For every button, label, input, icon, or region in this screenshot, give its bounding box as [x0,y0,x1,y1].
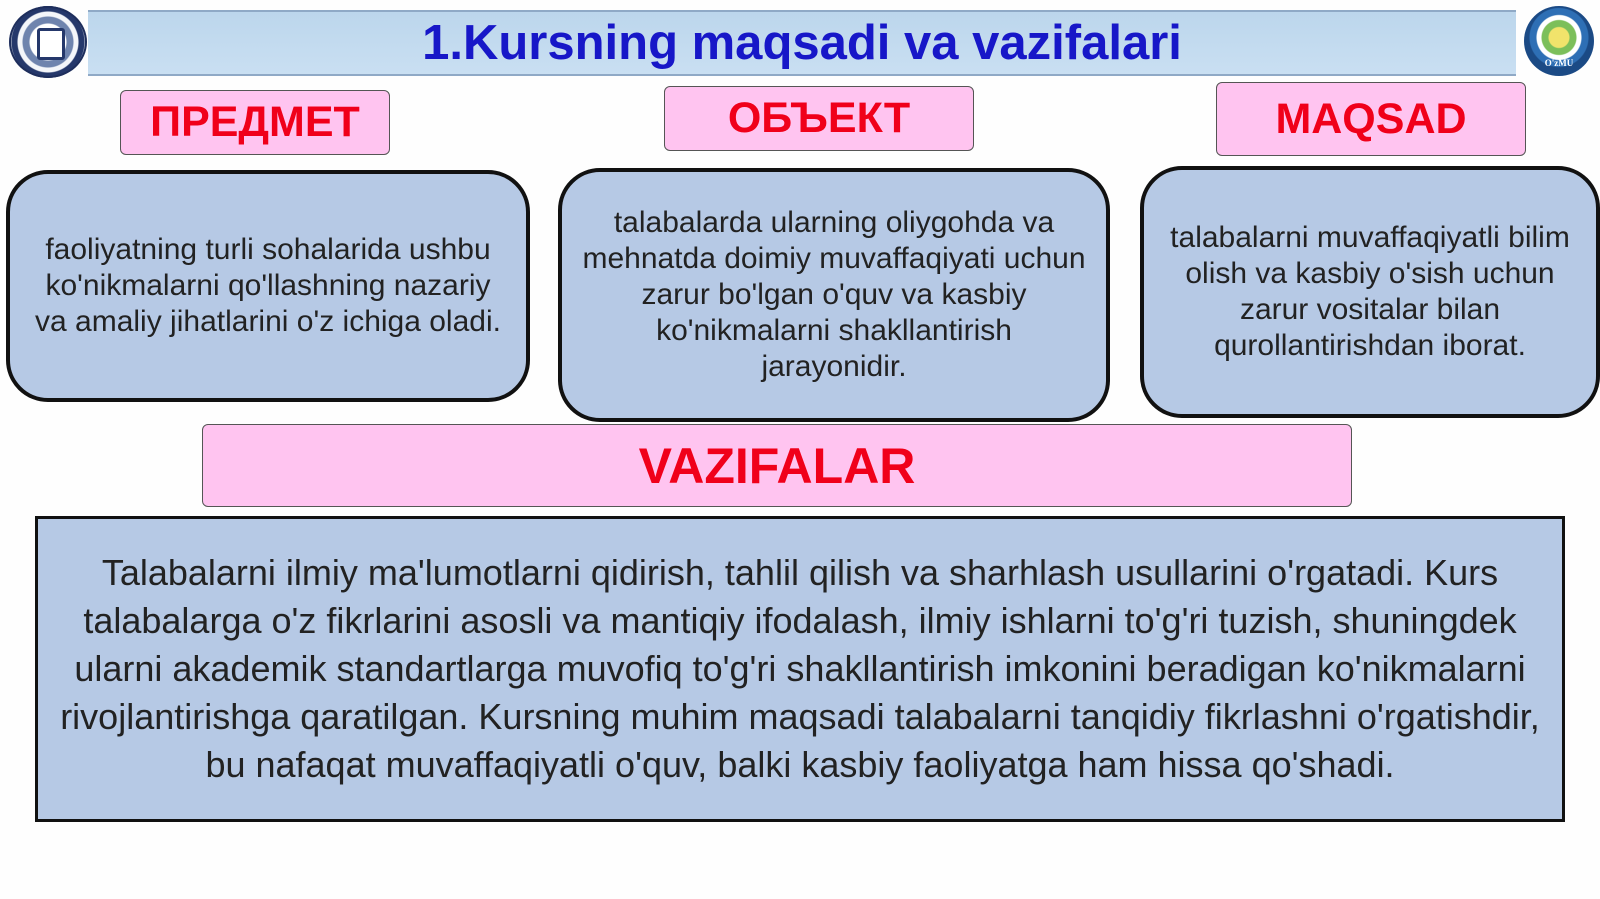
obekt-label: ОБЪЕКТ [664,86,974,151]
vazifalar-label: VAZIFALAR [202,424,1352,507]
obekt-card [558,168,1110,422]
logo-text: O'zMU [1544,58,1574,68]
ozmu-emblem-icon [1524,6,1594,76]
maqsad-card [1140,166,1600,418]
obekt-text: talabalarda ularning oliygohda va mehnatda doimiy muvaffaqiyati uchun zarur bo'lgan o'quv va kasbiy ko'nikmalarni shakllantirish jarayonidir. [582,206,1086,383]
title-bar [88,10,1516,76]
predmet-text: faoliyatning turli sohalarida ushbu ko'nikmalarni qo'llashning nazariy va amaliy jihatlarini o'z ichiga oladi. [35,233,501,338]
predmet-card [6,170,530,402]
university-seal-icon [9,6,87,78]
vazifalar-text-box [35,516,1565,822]
predmet-label: ПРЕДМЕТ [120,90,390,155]
page-title: 1.Kursning maqsadi va vazifalari [422,16,1182,70]
maqsad-text: talabalarni muvaffaqiyatli bilim olish va kasbiy o'sish uchun zarur vositalar bilan qurollantirishdan iborat. [1170,221,1570,362]
book-icon [37,28,65,60]
vazifalar-text: Talabalarni ilmiy ma'lumotlarni qidirish, tahlil qilish va sharhlash usullarini o'rgatadi. Kurs talabalarga o'z fikrlarini asosli va mantiqiy ifodalash, ilmiy ishlarni to'g'ri tuzish, shuningdek ularni akademik standartlarga muvofiq to'g'ri shakllantirish imkonini beradigan ko'nikmalarni rivojlantirishga qaratilgan. Kursning muhim maqsadi talabalarni tanqidiy fikrlashni o'rgatishdir, bu nafaqat muvaffaqiyatli o'quv, balki kasbiy faoliyatga ham hissa qo'shadi. [60,552,1540,785]
maqsad-label: MAQSAD [1216,82,1526,156]
